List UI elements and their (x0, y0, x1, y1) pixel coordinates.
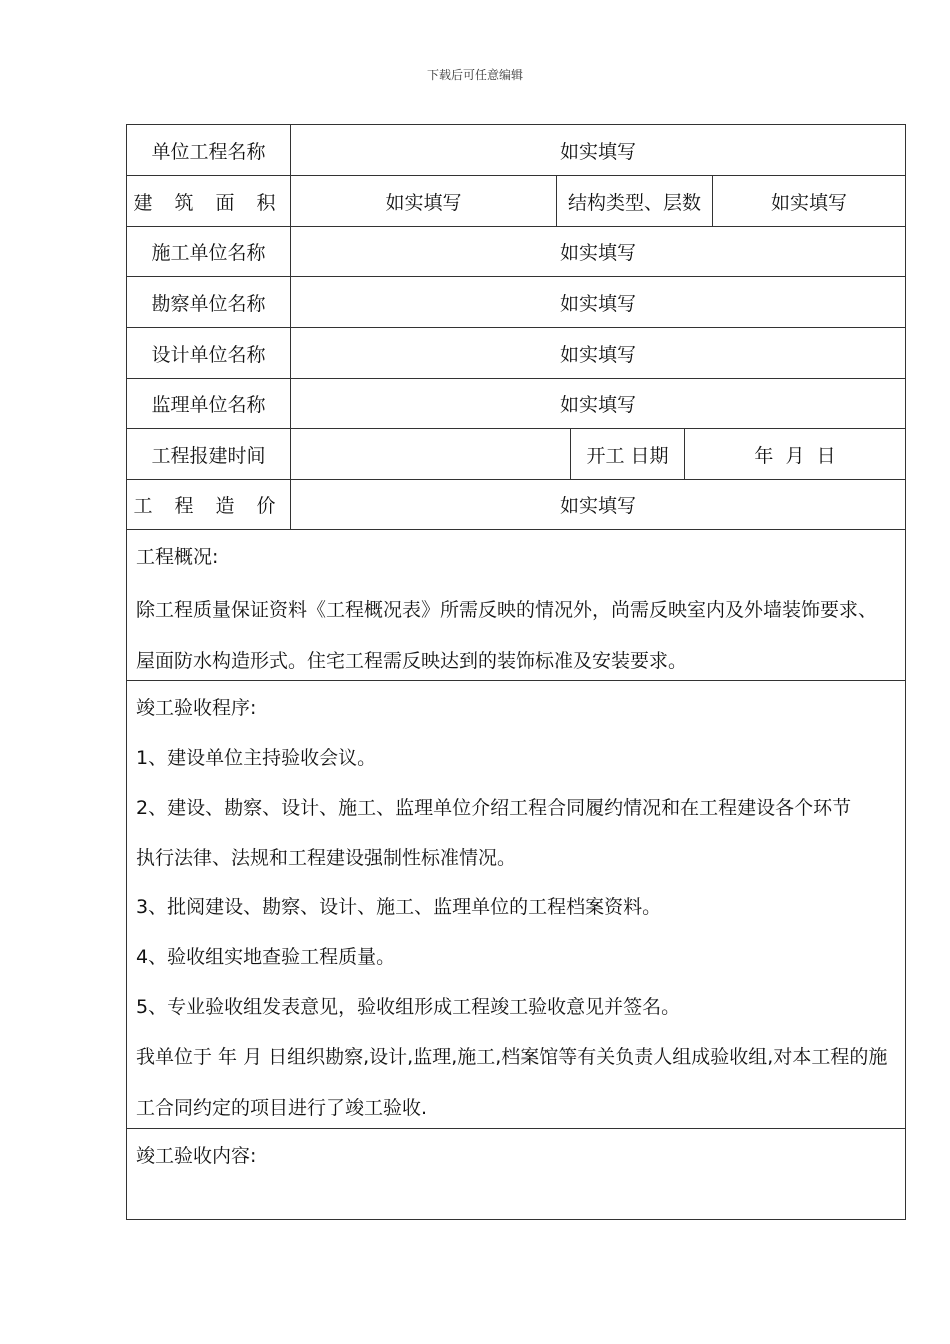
procedure-section (127, 681, 905, 1129)
start-date-label: 开工 日期 (571, 429, 685, 479)
building-area-label: 建 筑 面 积 (127, 176, 291, 226)
procedure-title: 竣工验收程序: (136, 697, 257, 719)
overview-section (127, 530, 905, 681)
cost-value[interactable]: 如实填写 (559, 495, 636, 517)
building-area-value[interactable]: 如实填写 (291, 176, 557, 226)
header-note: 下载后可任意编辑 (426, 68, 523, 82)
survey-value[interactable]: 如实填写 (559, 292, 636, 315)
contractor-value[interactable]: 如实填写 (559, 242, 636, 264)
row-project-name (127, 125, 905, 176)
supervision-label: 监理单位名称 (127, 379, 291, 428)
procedure-line-1: 1、建设单位主持验收会议。 (136, 747, 377, 769)
row-contractor (127, 227, 905, 277)
filing-time-label: 工程报建时间 (127, 429, 291, 479)
overview-line-2: 屋面防水构造形式。住宅工程需反映达到的装饰标准及安装要求。 (136, 650, 688, 672)
procedure-line-8: 工合同约定的项目进行了竣工验收. (136, 1097, 428, 1119)
procedure-line-6: 5、专业验收组发表意见，验收组形成工程竣工验收意见并签名。 (136, 996, 681, 1018)
content-title: 竣工验收内容: (136, 1145, 257, 1167)
row-building-area (127, 176, 905, 227)
overview-title: 工程概况: (136, 546, 219, 568)
content-section[interactable] (127, 1129, 905, 1219)
procedure-line-7: 我单位于 年 月 日组织勘察,设计,监理,施工,档案馆等有关负责人组成验收组,对本工程的施 (136, 1046, 888, 1068)
design-label: 设计单位名称 (127, 328, 291, 378)
contractor-label: 施工单位名称 (127, 227, 291, 276)
survey-label: 勘察单位名称 (127, 277, 291, 327)
procedure-line-5: 4、验收组实地查验工程质量。 (136, 946, 396, 968)
procedure-line-2: 2、建设、勘察、设计、施工、监理单位介绍工程合同履约情况和在工程建设各个环节 (136, 797, 852, 819)
row-design (127, 328, 905, 379)
procedure-line-4: 3、批阅建设、勘察、设计、施工、监理单位的工程档案资料。 (136, 896, 662, 918)
structure-type-label: 结构类型、层数 (557, 176, 713, 226)
cost-label: 工 程 造 价 (127, 480, 291, 529)
acceptance-form (126, 124, 906, 1220)
procedure-line-3: 执行法律、法规和工程建设强制性标准情况。 (136, 847, 517, 869)
row-cost (127, 480, 905, 530)
project-name-value[interactable]: 如实填写 (559, 140, 636, 163)
design-value[interactable]: 如实填写 (559, 343, 636, 366)
start-date-value[interactable]: 年 月 日 (754, 444, 836, 467)
supervision-value[interactable]: 如实填写 (559, 394, 636, 416)
row-survey (127, 277, 905, 328)
overview-line-1: 除工程质量保证资料《工程概况表》所需反映的情况外，尚需反映室内及外墙装饰要求、 (136, 599, 878, 621)
structure-type-value[interactable]: 如实填写 (770, 191, 847, 214)
filing-time-value[interactable] (291, 429, 571, 479)
row-filing-time (127, 429, 905, 480)
project-name-label: 单位工程名称 (127, 125, 291, 175)
row-supervision (127, 379, 905, 429)
